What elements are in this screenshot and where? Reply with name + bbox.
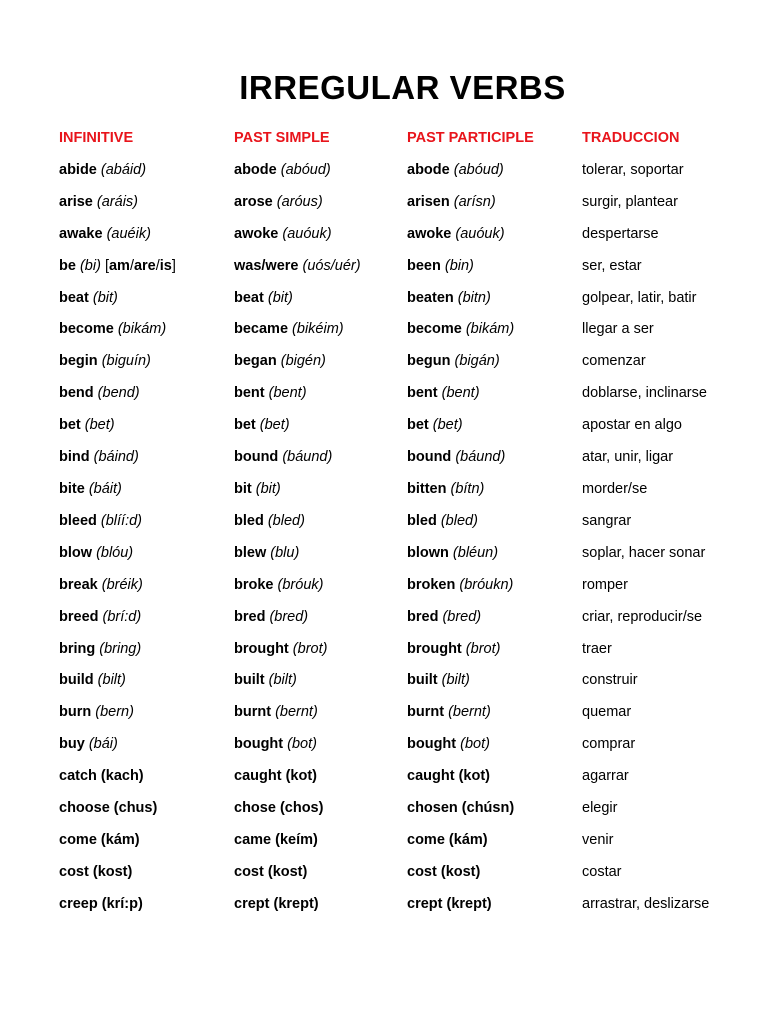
cell-infinitive [59, 159, 146, 181]
cell-infinitive [59, 382, 140, 404]
pronunciation: (bit) [92, 289, 118, 306]
table-row [59, 861, 739, 893]
cell-infinitive [59, 733, 118, 755]
cell-traduccion: despertarse [582, 225, 659, 242]
cell-infinitive [59, 797, 157, 819]
verb-word: bred [234, 608, 266, 625]
cell-traduccion: sangrar [582, 512, 632, 529]
cell-past-simple [234, 350, 326, 372]
verb-word: bent [234, 385, 265, 402]
cell-infinitive [59, 861, 132, 883]
table-row [59, 669, 739, 701]
cell-infinitive [59, 446, 139, 468]
table-row [59, 797, 739, 829]
cell-past-participle [407, 638, 500, 660]
pronunciation: (brot) [292, 640, 328, 657]
pronunciation: (aróus) [276, 193, 323, 210]
cell-past-simple [234, 382, 307, 404]
verb-word: burnt [407, 704, 445, 721]
pronunciation: (blíí:d) [100, 512, 142, 529]
table-row [59, 223, 739, 255]
verb-form-part: / [155, 257, 160, 274]
pronunciation: (báund) [282, 449, 333, 466]
cell-traduccion: criar, reproducir/se [582, 608, 703, 625]
table-row [59, 414, 739, 446]
verb-word: bit [234, 480, 252, 497]
verb-word: bled [407, 512, 437, 529]
verb-word: cost [407, 863, 437, 880]
pronunciation: (bitn) [457, 289, 491, 306]
cell-infinitive [59, 510, 142, 532]
verb-word: come [407, 831, 445, 848]
verb-word: choose [59, 800, 110, 817]
pronunciation: (blóu) [96, 544, 134, 561]
cell-infinitive [59, 542, 133, 564]
cell-traduccion: tolerar, soportar [582, 161, 684, 178]
pronunciation: (abóud) [453, 161, 504, 178]
pronunciation: (auóuk) [455, 225, 505, 242]
cell-past-participle [407, 510, 478, 532]
pronunciation: (bot) [460, 736, 490, 753]
cell-traduccion: llegar a ser [582, 321, 654, 338]
pronunciation: (uós/uér) [302, 257, 361, 274]
verb-word: be [59, 257, 76, 274]
verb-word: became [234, 321, 289, 338]
cell-infinitive [59, 893, 143, 915]
cell-traduccion: soplar, hacer sonar [582, 544, 706, 561]
pronunciation: (bin) [444, 257, 474, 274]
pronunciation: (brí:d) [102, 608, 142, 625]
pronunciation: (bit) [267, 289, 293, 306]
verb-word: abode [234, 161, 277, 178]
header-past-participle: PAST PARTICIPLE [407, 130, 534, 146]
cell-traduccion: doblarse, inclinarse [582, 385, 707, 402]
verb-word: bled [234, 512, 264, 529]
cell-past-simple [234, 701, 318, 723]
pronunciation: (báit) [88, 480, 122, 497]
pronunciation: (bred) [442, 608, 482, 625]
pronunciation: (bikéim) [292, 321, 344, 338]
cell-infinitive [59, 287, 118, 309]
cell-past-participle [407, 542, 498, 564]
verb-word: bend [59, 385, 94, 402]
pronunciation: (bikám) [465, 321, 515, 338]
pronunciation: (auéik) [106, 225, 151, 242]
cell-past-simple [234, 414, 290, 436]
verb-word: abide [59, 161, 97, 178]
cell-past-simple [234, 574, 323, 596]
table-row [59, 287, 739, 319]
cell-past-simple [234, 318, 344, 340]
verb-word: bought [407, 736, 457, 753]
table-row [59, 574, 739, 606]
verb-word: been [407, 257, 441, 274]
table-header-row [59, 127, 739, 159]
cell-past-simple [234, 510, 305, 532]
pronunciation: (bléun) [452, 544, 499, 561]
pronunciation: (bilt) [441, 672, 470, 689]
pronunciation: (kot) [285, 768, 317, 785]
verb-table [59, 127, 739, 925]
table-row [59, 829, 739, 861]
cell-traduccion: romper [582, 576, 628, 593]
cell-infinitive [59, 255, 176, 277]
cell-past-simple [234, 638, 327, 660]
verb-word: began [234, 353, 277, 370]
verb-word: awoke [407, 225, 452, 242]
table-row [59, 733, 739, 765]
cell-infinitive [59, 478, 122, 500]
cell-infinitive [59, 414, 115, 436]
verb-word: came [234, 831, 272, 848]
pronunciation: (bet) [432, 417, 463, 434]
verb-word: catch [59, 768, 97, 785]
cell-past-participle [407, 669, 470, 691]
cell-past-participle [407, 446, 505, 468]
verb-word: begun [407, 353, 451, 370]
pronunciation: (brot) [465, 640, 501, 657]
cell-traduccion: comenzar [582, 353, 646, 370]
pronunciation: (kám) [100, 831, 140, 848]
verb-word: bought [234, 736, 284, 753]
verb-word: become [59, 321, 114, 338]
pronunciation: (arísn) [453, 193, 496, 210]
cell-traduccion: traer [582, 640, 612, 657]
verb-word: bitten [407, 480, 447, 497]
verb-word: abode [407, 161, 450, 178]
verb-word: bring [59, 640, 96, 657]
pronunciation: (bréik) [101, 576, 143, 593]
verb-word: built [407, 672, 438, 689]
pronunciation: (chúsn) [461, 800, 515, 817]
cell-past-simple [234, 159, 331, 181]
verb-word: bet [407, 417, 429, 434]
verb-word: arise [59, 193, 93, 210]
cell-past-simple [234, 797, 323, 819]
cell-past-simple [234, 733, 317, 755]
cell-past-participle [407, 223, 505, 245]
cell-past-simple [234, 223, 332, 245]
pronunciation: (abáid) [100, 161, 147, 178]
cell-past-simple [234, 287, 293, 309]
table-row [59, 255, 739, 287]
verb-word: arisen [407, 193, 450, 210]
pronunciation: (keím) [275, 831, 318, 848]
verb-word: begin [59, 353, 98, 370]
verb-word: bleed [59, 512, 97, 529]
verb-word: creep [59, 895, 98, 912]
cell-past-simple [234, 669, 297, 691]
table-row [59, 478, 739, 510]
table-row [59, 542, 739, 574]
cell-past-simple [234, 606, 308, 628]
verb-word: built [234, 672, 265, 689]
cell-traduccion: surgir, plantear [582, 193, 678, 210]
pronunciation: (biguín) [101, 353, 151, 370]
pronunciation: (krept) [273, 895, 319, 912]
cell-past-participle [407, 701, 491, 723]
table-row [59, 318, 739, 350]
table-body [59, 159, 739, 925]
table-row [59, 893, 739, 925]
verb-word: caught [234, 768, 282, 785]
cell-infinitive [59, 318, 166, 340]
pronunciation: (bigén) [280, 353, 326, 370]
cell-traduccion: quemar [582, 704, 632, 721]
cell-past-participle [407, 414, 463, 436]
header-infinitive: INFINITIVE [59, 130, 134, 146]
pronunciation: (krí:p) [101, 895, 143, 912]
table-row [59, 191, 739, 223]
cell-past-simple [234, 542, 299, 564]
cell-past-participle [407, 287, 491, 309]
verb-word: bind [59, 449, 90, 466]
pronunciation: (bet) [84, 417, 115, 434]
cell-traduccion: morder/se [582, 480, 648, 497]
table-row [59, 765, 739, 797]
verb-word: broken [407, 576, 456, 593]
cell-past-simple [234, 861, 307, 883]
cell-past-participle [407, 382, 480, 404]
verb-word: blown [407, 544, 449, 561]
cell-past-participle [407, 893, 492, 915]
verb-word: cost [59, 863, 89, 880]
table-row [59, 701, 739, 733]
pronunciation: (krept) [446, 895, 492, 912]
verb-word: broke [234, 576, 274, 593]
table-row [59, 159, 739, 191]
verb-form-part: / [129, 257, 134, 274]
verb-word: burnt [234, 704, 272, 721]
verb-word: cost [234, 863, 264, 880]
table-row [59, 510, 739, 542]
pronunciation: (bróuk) [277, 576, 324, 593]
verb-form-part: ] [171, 257, 176, 274]
cell-infinitive [59, 765, 144, 787]
cell-infinitive [59, 574, 143, 596]
verb-word: crept [407, 895, 443, 912]
cell-traduccion: apostar en algo [582, 417, 682, 434]
verb-word: chosen [407, 800, 458, 817]
cell-past-participle [407, 191, 496, 213]
verb-form-part: am [108, 257, 130, 274]
cell-traduccion: atar, unir, ligar [582, 449, 674, 466]
table-row [59, 350, 739, 382]
pronunciation: (bi) [79, 257, 101, 274]
cell-past-participle [407, 861, 480, 883]
pronunciation: (bred) [269, 608, 309, 625]
pronunciation: (kost) [92, 863, 133, 880]
table-row [59, 638, 739, 670]
verb-word: bet [59, 417, 81, 434]
pronunciation: (bernt) [448, 704, 491, 721]
verb-word: beaten [407, 289, 454, 306]
verb-word: come [59, 831, 97, 848]
verb-word: brought [407, 640, 462, 657]
verb-word: bet [234, 417, 256, 434]
verb-word: break [59, 576, 98, 593]
pronunciation: (bróukn) [459, 576, 514, 593]
cell-past-participle [407, 765, 490, 787]
cell-past-participle [407, 255, 474, 277]
cell-infinitive [59, 606, 141, 628]
cell-past-participle [407, 797, 514, 819]
verb-word: buy [59, 736, 85, 753]
table-row [59, 382, 739, 414]
pronunciation: (bern) [95, 704, 134, 721]
cell-past-simple [234, 478, 281, 500]
verb-word: breed [59, 608, 99, 625]
cell-past-participle [407, 733, 490, 755]
cell-traduccion: venir [582, 831, 614, 848]
pronunciation: (bled) [267, 512, 305, 529]
pronunciation: (chus) [113, 800, 158, 817]
verb-form-part: [ [104, 257, 109, 274]
pronunciation: (auóuk) [282, 225, 332, 242]
verb-word: become [407, 321, 462, 338]
verb-word: bent [407, 385, 438, 402]
cell-infinitive [59, 350, 151, 372]
pronunciation: (bítn) [450, 480, 485, 497]
pronunciation: (bit) [255, 480, 281, 497]
verb-word: bound [234, 449, 279, 466]
cell-traduccion: ser, estar [582, 257, 642, 274]
pronunciation: (báund) [455, 449, 506, 466]
verb-forms [105, 258, 176, 274]
cell-past-simple [234, 765, 317, 787]
pronunciation: (bilt) [268, 672, 297, 689]
pronunciation: (abóud) [280, 161, 331, 178]
cell-past-participle [407, 606, 481, 628]
pronunciation: (bet) [259, 417, 290, 434]
pronunciation: (kach) [100, 768, 144, 785]
cell-infinitive [59, 829, 140, 851]
cell-infinitive [59, 638, 141, 660]
verb-word: beat [234, 289, 264, 306]
verb-word: beat [59, 289, 89, 306]
verb-word: was/were [234, 257, 299, 274]
cell-infinitive [59, 701, 134, 723]
pronunciation: (kost) [267, 863, 308, 880]
cell-traduccion: costar [582, 863, 622, 880]
verb-word: arose [234, 193, 273, 210]
verb-word: blew [234, 544, 267, 561]
verb-word: bite [59, 480, 85, 497]
pronunciation: (aráis) [96, 193, 138, 210]
header-traduccion: TRADUCCION [582, 130, 680, 146]
cell-past-participle [407, 350, 500, 372]
cell-past-simple [234, 255, 361, 277]
table-row [59, 606, 739, 638]
pronunciation: (blu) [270, 544, 300, 561]
cell-past-participle [407, 478, 484, 500]
pronunciation: (kám) [448, 831, 488, 848]
cell-past-participle [407, 829, 488, 851]
verb-word: crept [234, 895, 270, 912]
cell-past-participle [407, 318, 514, 340]
pronunciation: (bring) [99, 640, 142, 657]
table-row [59, 446, 739, 478]
cell-infinitive [59, 669, 126, 691]
pronunciation: (bikám) [117, 321, 167, 338]
verb-word: bound [407, 449, 452, 466]
verb-form-part: are [133, 257, 156, 274]
cell-past-simple [234, 893, 319, 915]
cell-traduccion: arrastrar, deslizarse [582, 895, 710, 912]
pronunciation: (chos) [279, 800, 324, 817]
verb-word: chose [234, 800, 276, 817]
pronunciation: (kot) [458, 768, 490, 785]
cell-traduccion: construir [582, 672, 638, 689]
verb-word: burn [59, 704, 92, 721]
pronunciation: (bled) [440, 512, 478, 529]
cell-traduccion: golpear, latir, batir [582, 289, 697, 306]
pronunciation: (báind) [93, 449, 139, 466]
verb-word: build [59, 672, 94, 689]
pronunciation: (bent) [268, 385, 307, 402]
verb-word: awake [59, 225, 103, 242]
pronunciation: (bái) [88, 736, 118, 753]
page-title: IRREGULAR VERBS [239, 69, 566, 106]
cell-past-simple [234, 191, 323, 213]
pronunciation: (bot) [287, 736, 317, 753]
pronunciation: (bend) [97, 385, 140, 402]
pronunciation: (bigán) [454, 353, 500, 370]
pronunciation: (bernt) [275, 704, 318, 721]
cell-past-participle [407, 159, 504, 181]
cell-past-participle [407, 574, 513, 596]
verb-word: blow [59, 544, 93, 561]
pronunciation: (kost) [440, 863, 481, 880]
cell-traduccion: elegir [582, 800, 618, 817]
cell-past-simple [234, 829, 318, 851]
header-past-simple: PAST SIMPLE [234, 130, 330, 146]
verb-word: bred [407, 608, 439, 625]
verb-word: awoke [234, 225, 279, 242]
verb-word: brought [234, 640, 289, 657]
pronunciation: (bent) [441, 385, 480, 402]
cell-past-simple [234, 446, 332, 468]
cell-infinitive [59, 223, 151, 245]
verb-form-part: is [159, 257, 172, 274]
verb-word: caught [407, 768, 455, 785]
cell-traduccion: agarrar [582, 768, 629, 785]
cell-traduccion: comprar [582, 736, 636, 753]
cell-infinitive [59, 191, 138, 213]
pronunciation: (bilt) [97, 672, 126, 689]
